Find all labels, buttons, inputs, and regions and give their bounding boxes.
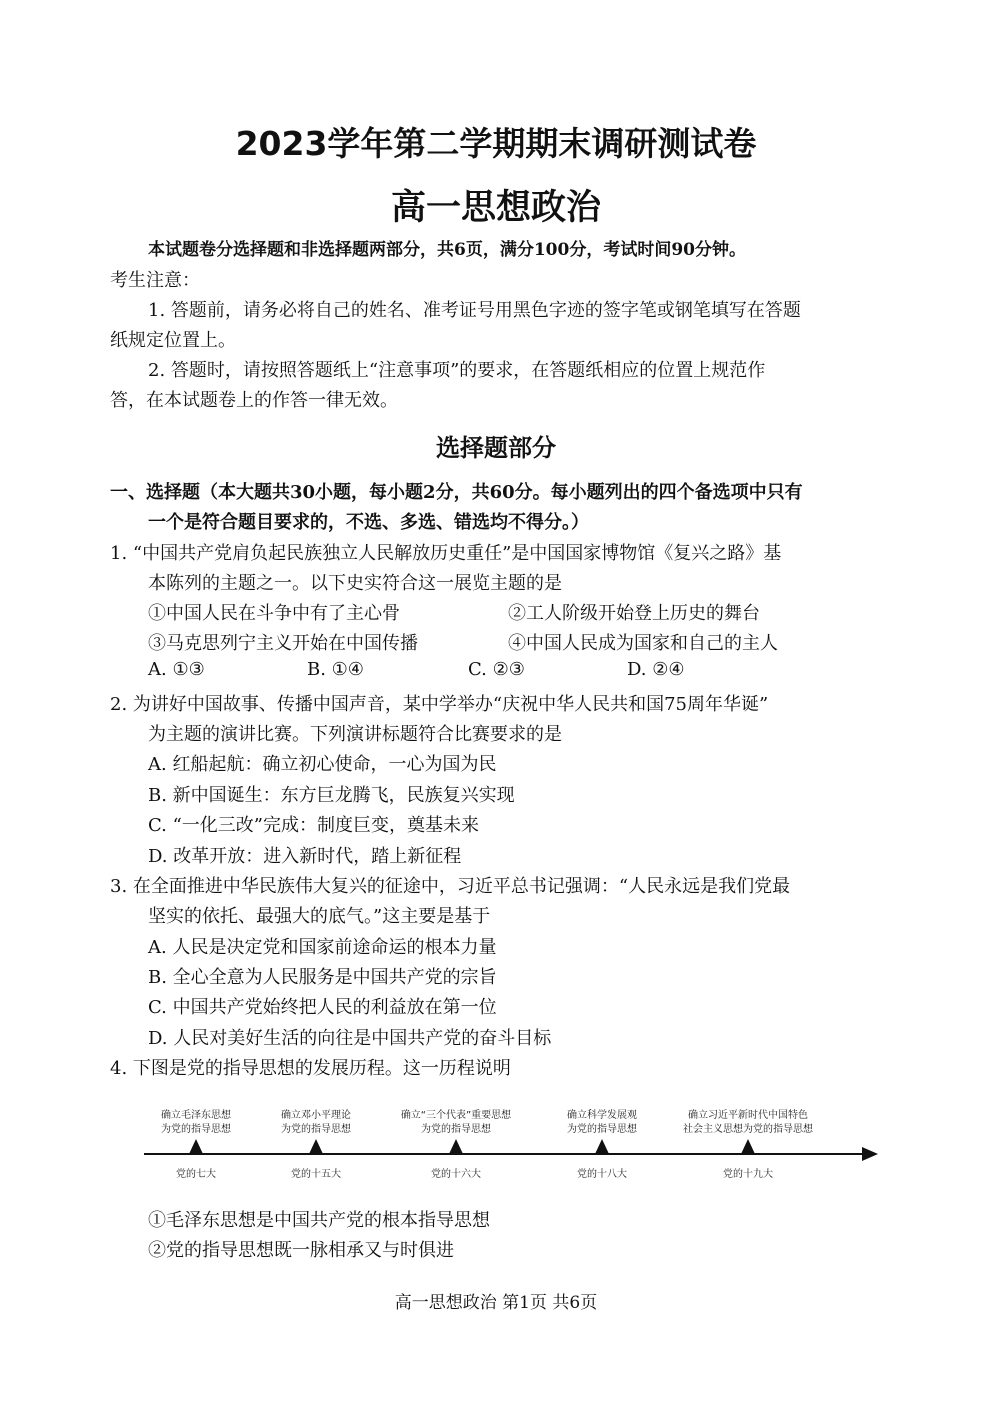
timeline-event-label-line-1: 确立邓小平理论	[281, 1110, 351, 1121]
timeline-marker-icon	[741, 1139, 755, 1154]
q1-stem-line-1: 1. “中国共产党肩负起民族独立人民解放历史重任”是中国国家博物馆《复兴之路》基	[110, 543, 782, 564]
q1-stem-line-2: 本陈列的主题之一。以下史实符合这一展览主题的是	[148, 573, 562, 594]
section-title: 选择题部分	[436, 434, 556, 462]
q1-item-4: ④中国人民成为国家和自己的主人	[508, 633, 778, 654]
timeline-event-label-line-2: 为党的指导思想	[281, 1124, 351, 1135]
exam-summary: 本试题卷分选择题和非选择题两部分，共6页，满分100分，考试时间90分钟。	[148, 240, 746, 260]
note-1-line-2: 纸规定位置上。	[110, 330, 236, 351]
q1-option-d: D. ②④	[627, 659, 685, 680]
timeline-event-label-line-2: 为党的指导思想	[567, 1124, 637, 1135]
page-footer: 高一思想政治 第1页 共6页	[394, 1293, 598, 1313]
q2-stem-line-2: 为主题的演讲比赛。下列演讲标题符合比赛要求的是	[148, 724, 562, 745]
timeline-marker-icon	[189, 1139, 203, 1154]
q3-option-b: B. 全心全意为人民服务是中国共产党的宗旨	[148, 967, 497, 988]
q2-option-c: C. “一化三改”完成：制度巨变，奠基未来	[148, 815, 479, 836]
q2-option-a: A. 红船起航：确立初心使命，一心为国为民	[148, 754, 497, 775]
q3-stem-line-1: 3. 在全面推进中华民族伟大复兴的征途中，习近平总书记强调：“人民永远是我们党最	[110, 876, 791, 897]
timeline-event-label-line-2: 社会主义思想为党的指导思想	[683, 1124, 813, 1135]
notice-label: 考生注意：	[110, 270, 200, 291]
timeline-congress-label: 党的七大	[176, 1169, 216, 1180]
q1-item-3: ③马克思列宁主义开始在中国传播	[148, 633, 418, 654]
note-1-line-1: 1. 答题前，请务必将自己的姓名、准考证号用黑色字迹的签字笔或钢笔填写在答题	[148, 300, 801, 321]
timeline-event-label-line-1: 确立毛泽东思想	[161, 1110, 231, 1121]
section-instruction-line-1: 一、选择题（本大题共30小题，每小题2分，共60分。每小题列出的四个备选项中只有	[110, 482, 803, 503]
q1-item-1: ①中国人民在斗争中有了主心骨	[148, 603, 400, 624]
note-2-line-1: 2. 答题时，请按照答题纸上“注意事项”的要求，在答题纸相应的位置上规范作	[148, 360, 766, 381]
timeline-marker-icon	[449, 1139, 463, 1154]
timeline-congress-label: 党的十五大	[291, 1169, 341, 1180]
q2-option-b: B. 新中国诞生：东方巨龙腾飞，民族复兴实现	[148, 785, 515, 806]
timeline-congress-label: 党的十六大	[431, 1169, 481, 1180]
q4-item-1: ①毛泽东思想是中国共产党的根本指导思想	[148, 1210, 490, 1231]
timeline-event-label-line-2: 为党的指导思想	[421, 1124, 491, 1135]
q4-stem: 4. 下图是党的指导思想的发展历程。这一历程说明	[110, 1058, 511, 1079]
timeline-marker-icon	[595, 1139, 609, 1154]
q1-item-2: ②工人阶级开始登上历史的舞台	[508, 603, 760, 624]
q1-option-a: A. ①③	[148, 659, 205, 680]
timeline-congress-label: 党的十九大	[723, 1169, 773, 1180]
timeline-event-label-line-1: 确立科学发展观	[567, 1110, 637, 1121]
q3-option-c: C. 中国共产党始终把人民的利益放在第一位	[148, 997, 497, 1018]
timeline-event-label-line-2: 为党的指导思想	[161, 1124, 231, 1135]
timeline-arrow-icon	[862, 1147, 878, 1161]
guiding-thought-timeline	[140, 1102, 880, 1192]
timeline-event-label-line-1: 确立习近平新时代中国特色	[688, 1110, 808, 1121]
note-2-line-2: 答，在本试题卷上的作答一律无效。	[110, 390, 398, 411]
q3-option-d: D. 人民对美好生活的向往是中国共产党的奋斗目标	[148, 1028, 552, 1049]
q1-option-c: C. ②③	[468, 659, 525, 680]
q4-item-2: ②党的指导思想既一脉相承又与时俱进	[148, 1240, 454, 1261]
subject-title: 高一思想政治	[390, 188, 601, 228]
q2-option-d: D. 改革开放：进入新时代，踏上新征程	[148, 846, 462, 867]
q3-option-a: A. 人民是决定党和国家前途命运的根本力量	[148, 937, 497, 958]
q1-option-b: B. ①④	[307, 659, 364, 680]
timeline-congress-label: 党的十八大	[577, 1169, 627, 1180]
q3-stem-line-2: 坚实的依托、最强大的底气。”这主要是基于	[148, 906, 491, 927]
exam-title: 2023学年第二学期期末调研测试卷	[235, 124, 757, 163]
q2-stem-line-1: 2. 为讲好中国故事、传播中国声音，某中学举办“庆祝中华人民共和国75周年华诞”	[110, 694, 769, 715]
timeline-marker-icon	[309, 1139, 323, 1154]
timeline-event-label-line-1: 确立“三个代表”重要思想	[400, 1110, 512, 1121]
section-instruction-line-2: 一个是符合题目要求的，不选、多选、错选均不得分。）	[148, 512, 589, 533]
